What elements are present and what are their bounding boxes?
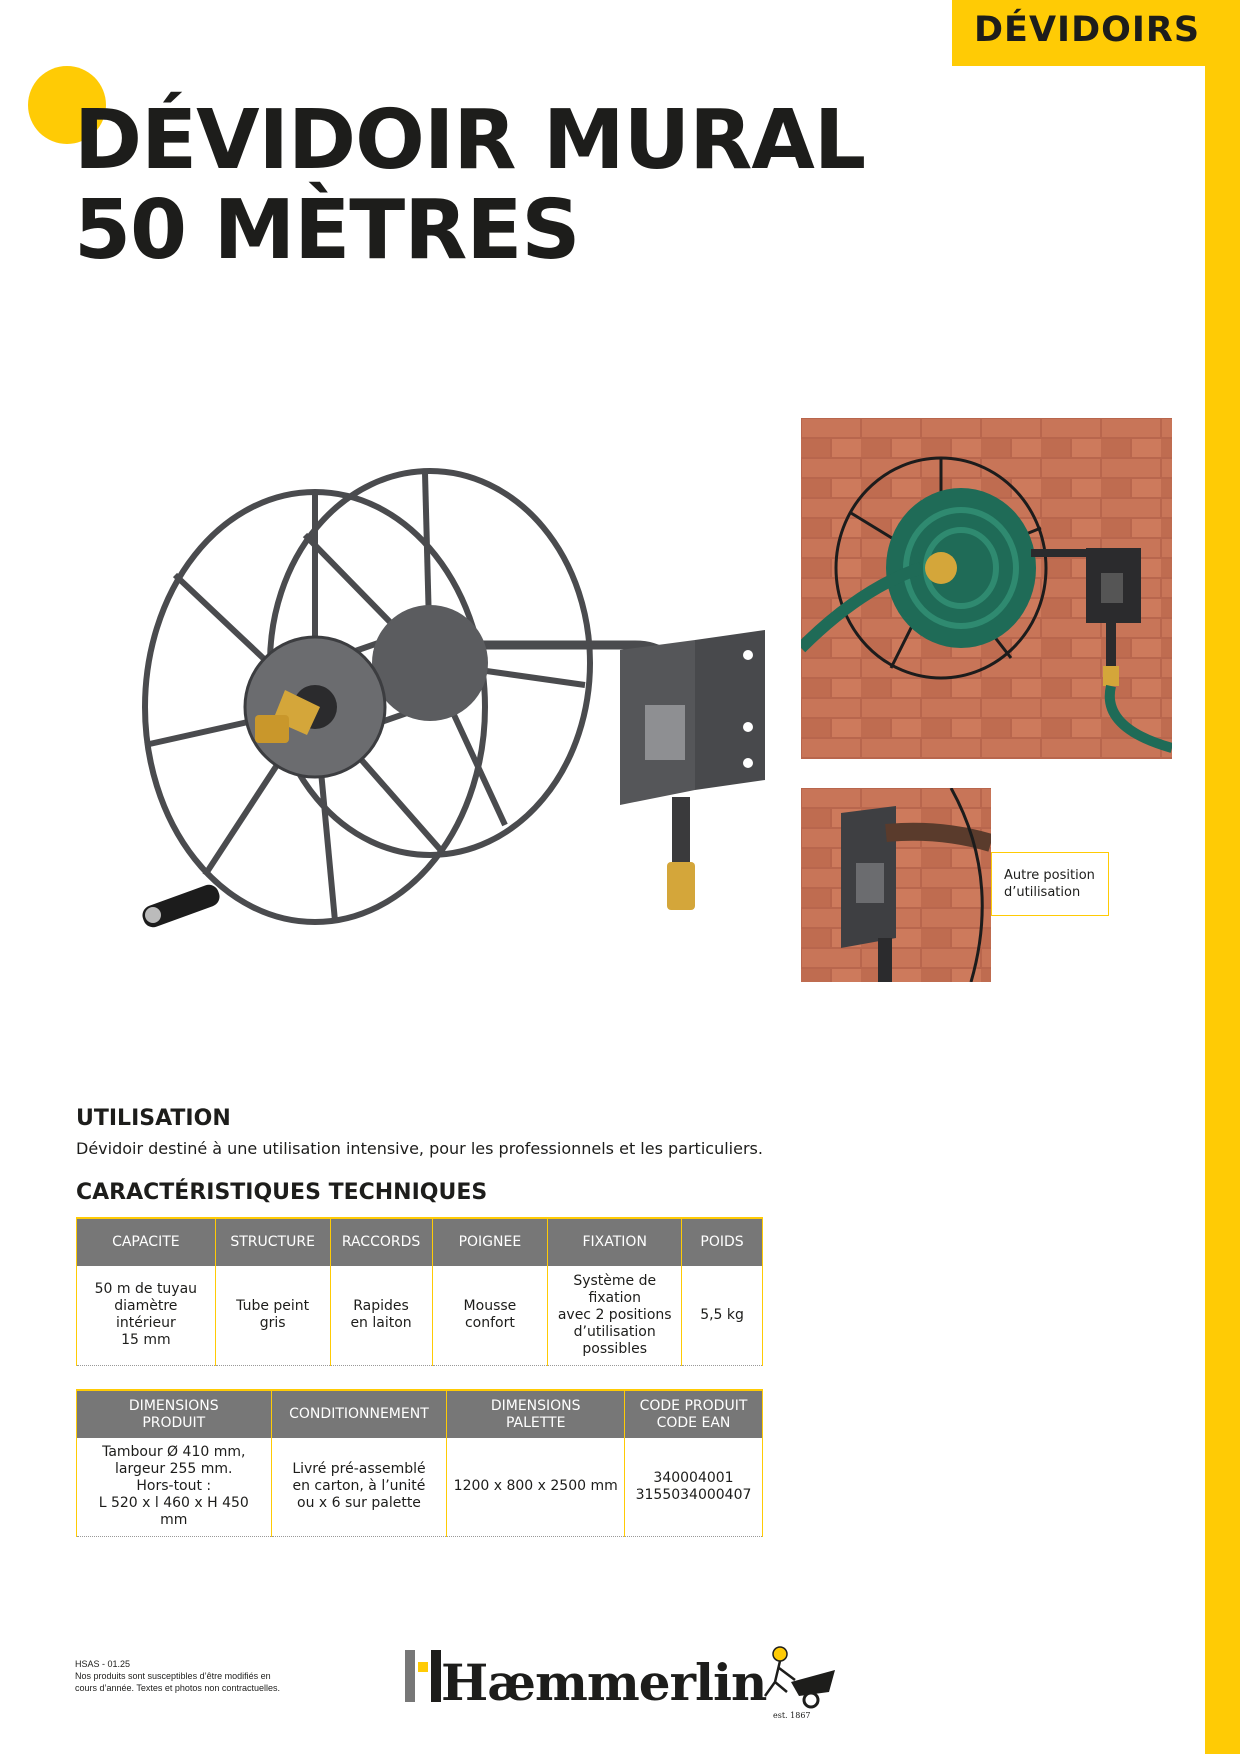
specs-table-2 bbox=[76, 1389, 763, 1537]
table-header-cell: FIXATION bbox=[548, 1218, 682, 1266]
photo-alternate-position-image bbox=[801, 788, 991, 982]
table-header-cell: STRUCTURE bbox=[215, 1218, 330, 1266]
category-tab: DÉVIDOIRS bbox=[952, 0, 1205, 66]
table-header-cell: CONDITIONNEMENT bbox=[271, 1390, 447, 1438]
brand-logo-wordmark: Hæmmerlin bbox=[441, 1653, 767, 1712]
table-cell: Tube peint gris bbox=[215, 1266, 330, 1365]
table-header-cell: RACCORDS bbox=[330, 1218, 432, 1266]
table-cell: 340004001 3155034000407 bbox=[625, 1438, 763, 1536]
brand-logo-est: est. 1867 bbox=[773, 1711, 811, 1720]
table-row bbox=[77, 1266, 763, 1365]
table-cell: Tambour Ø 410 mm, largeur 255 mm. Hors-tout : L 520 x l 460 x H 450 mm bbox=[77, 1438, 272, 1536]
side-accent-bar bbox=[1205, 0, 1240, 1754]
photo-caption bbox=[991, 852, 1109, 916]
table-cell: Mousse confort bbox=[432, 1266, 548, 1365]
table-header-cell: CODE PRODUIT CODE EAN bbox=[625, 1390, 763, 1438]
table-cell: 5,5 kg bbox=[682, 1266, 763, 1365]
photo-alternate-position bbox=[801, 788, 991, 982]
table-cell: Livré pré-assemblé en carton, à l’unité ou x 6 sur palette bbox=[271, 1438, 447, 1536]
photo-caption-text: Autre position d’utilisation bbox=[1004, 868, 1095, 900]
table-header-cell: CAPACITE bbox=[77, 1218, 216, 1266]
photo-wall-mounted bbox=[801, 418, 1172, 759]
table-cell: 50 m de tuyau diamètre intérieur 15 mm bbox=[77, 1266, 216, 1365]
table-header-cell: DIMENSIONS PRODUIT bbox=[77, 1390, 272, 1438]
page-title-line2: 50 MÈTRES bbox=[74, 183, 580, 278]
table-row bbox=[77, 1438, 763, 1536]
table-header-cell: POIGNEE bbox=[432, 1218, 548, 1266]
usage-text: Dévidoir destiné à une utilisation intensive, pour les professionnels et les particuliers. bbox=[76, 1139, 763, 1158]
table-cell: Système de fixation avec 2 positions d’utilisation possibles bbox=[548, 1266, 682, 1365]
page-title-line1: DÉVIDOIR MURAL bbox=[74, 93, 866, 188]
table-header-row bbox=[77, 1390, 763, 1438]
table-header-cell: POIDS bbox=[682, 1218, 763, 1266]
table-cell: 1200 x 800 x 2500 mm bbox=[447, 1438, 625, 1536]
table-cell: Rapides en laiton bbox=[330, 1266, 432, 1365]
specs-table-1 bbox=[76, 1217, 763, 1366]
specs-title: CARACTÉRISTIQUES TECHNIQUES bbox=[76, 1180, 488, 1205]
page-title bbox=[74, 93, 874, 278]
usage-title: UTILISATION bbox=[76, 1106, 231, 1131]
product-photo-hose-reel bbox=[75, 445, 775, 980]
mascot-icon bbox=[773, 1647, 787, 1661]
photo-wall-mounted-image bbox=[801, 418, 1172, 759]
table-header-cell: DIMENSIONS PALETTE bbox=[447, 1390, 625, 1438]
brand-logo bbox=[403, 1640, 839, 1720]
table-header-row bbox=[77, 1218, 763, 1266]
footer-disclaimer: HSAS - 01.25 Nos produits sont susceptibles d’être modifiés en cours d’année. Textes et photos non contractuelles. bbox=[75, 1659, 280, 1693]
